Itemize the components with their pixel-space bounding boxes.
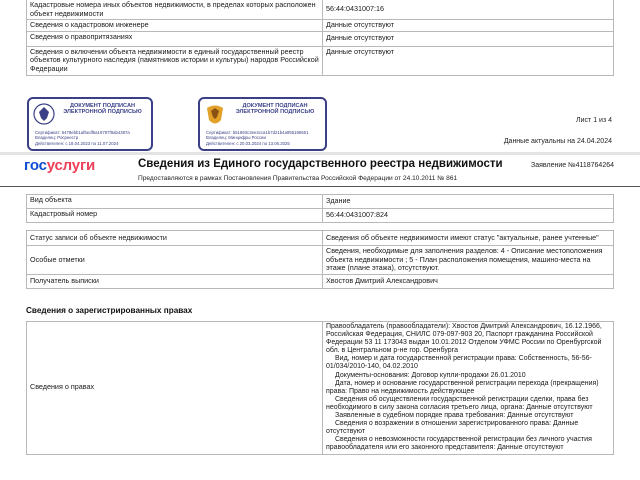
stamp-owner: Владелец: Минцифры России: [206, 135, 266, 141]
table-row: [27, 246, 614, 275]
row-label: Получатель выписки: [27, 274, 323, 288]
row-value: Данные отсутствуют: [323, 20, 614, 32]
row-label: Особые отметки: [27, 246, 323, 275]
stamp-meta: [35, 130, 147, 146]
row-value: Данные отсутствуют: [323, 46, 614, 75]
rights-paragraph: Сведения об осуществлении государственной регистрации сделки, права без необходимого в силу закона согласия третьего лица, органа: Данные отсутствуют: [326, 395, 593, 411]
row-value: Сведения, необходимые для заполнения разделов: 4 - Описание местоположения объекта недвижимости ; 5 - План расположения помещения, машино-места на этаже (плане этажа), отсутствуют.: [323, 246, 614, 275]
status-table: [26, 230, 614, 289]
emblem-icon: [33, 102, 55, 128]
rights-paragraph: Дата, номер и основание государственной регистрации перехода (прекращения) права: Право на недвижимость действующее: [326, 379, 599, 395]
rights-paragraph: Правообладатель (правообладатели): Хвостов Дмитрий Александрович, 16.12.1966, Российская Федерация, СНИЛС 079-097-903 20, Паспорт гражданина Российской Федерации 53 11 173043 выдан 10.01.2012 Отделом УФМС России по Оренбургской обл. в Центральном р-не гор. Оренбурга: [326, 323, 602, 355]
signature-stamp-2: [198, 97, 327, 151]
rights-paragraph: Сведения о невозможности государственной регистрации без личного участия правообладателя или его законного представителя: Данные отсутствуют: [326, 436, 592, 452]
table-row: [27, 322, 614, 455]
row-value: Данные отсутствуют: [323, 31, 614, 46]
row-label: Сведения о правах: [27, 322, 323, 455]
table-row: [27, 20, 614, 32]
rights-paragraph: Документы-основания: Договор купли-продажи 26.01.2010: [335, 371, 526, 379]
stamp-meta: [206, 130, 321, 146]
stamp-title: ДОКУМЕНТ ПОДПИСАН ЭЛЕКТРОННОЙ ПОДПИСЬЮ: [235, 103, 315, 116]
logo-part-1: гос: [24, 157, 47, 174]
row-value: 56:44:0431007:824: [323, 209, 614, 223]
row-label: Вид объекта: [27, 195, 323, 209]
table-row: [27, 231, 614, 246]
document-subtitle: Предоставляются в рамках Постановления Правительства Российской Федерации от 24.10.2011 № 861: [138, 175, 458, 182]
header-divider: [0, 186, 640, 187]
page-separator: [0, 152, 640, 155]
object-table: [26, 194, 614, 223]
stamp-owner: Владелец: Росреестр: [35, 135, 79, 141]
row-label: Сведения о кадастровом инженере: [27, 20, 323, 32]
row-value: Хвостов Дмитрий Александрович: [323, 274, 614, 288]
rights-table: [26, 321, 614, 455]
coat-of-arms-icon: [204, 102, 226, 128]
row-label: Кадастровые номера иных объектов недвижимости, в пределах которых расположен объект недвижимости: [27, 0, 323, 20]
document-title: Сведения из Единого государственного реестра недвижимости: [138, 158, 503, 170]
table-row: [27, 0, 614, 20]
rights-paragraph: Сведения о возражении в отношении зарегистрированного права: Данные отсутствуют: [326, 420, 579, 436]
statement-number: Заявление №4118764264: [531, 162, 614, 169]
stamp-title: ДОКУМЕНТ ПОДПИСАН ЭЛЕКТРОННОЙ ПОДПИСЬЮ: [63, 103, 142, 116]
stamp-valid: Действителен: с 18.04.2023 по 11.07.2024: [35, 140, 119, 146]
table-row: [27, 195, 614, 209]
rights-value: [323, 322, 614, 455]
actual-date: Данные актуальны на 24.04.2024: [503, 138, 612, 145]
row-value: 56:44:0431007:16: [323, 0, 614, 20]
row-label: Сведения о включении объекта недвижимости в единый государственный реестр объектов культурного наследия (памятников истории и культуры) народов Российской Федерации: [27, 46, 323, 75]
gosuslugi-logo: [24, 157, 95, 174]
table-row: [27, 31, 614, 46]
row-label: Статус записи об объекте недвижимости: [27, 231, 323, 246]
logo-part-2: услуги: [46, 157, 96, 174]
signature-stamp-1: [27, 97, 153, 151]
table-row: [27, 274, 614, 288]
sheet-number: Лист 1 из 4: [576, 117, 612, 124]
row-label: Сведения о правопритязаниях: [27, 31, 323, 46]
stamp-certificate: Сертификат: b51893c3ee4cca1b7d21b4a955195551: [206, 130, 309, 135]
stamp-valid: Действителен: с 20.03.2024 по 13.06.2025: [206, 140, 290, 146]
rights-paragraph: Вид, номер и дата государственной регистрации права: Собственность, 56-56-01/034/2010-140, 04.02.2010: [326, 355, 592, 371]
table-row: [27, 46, 614, 75]
rights-section-title: Сведения о зарегистрированных правах: [26, 306, 193, 315]
row-label: Кадастровый номер: [27, 209, 323, 223]
rights-paragraph: Заявленные в судебном порядке права требования: Данные отсутствуют: [335, 412, 574, 420]
table-row: [27, 209, 614, 223]
row-value: Сведения об объекте недвижимости имеют статус "актуальные, ранее учтенные": [323, 231, 614, 246]
previous-page-table: [26, 0, 614, 76]
row-value: Здание: [323, 195, 614, 209]
stamp-certificate: Сертификат: 6479ebb1af5edf6a18787f9ab4397a: [35, 130, 130, 135]
